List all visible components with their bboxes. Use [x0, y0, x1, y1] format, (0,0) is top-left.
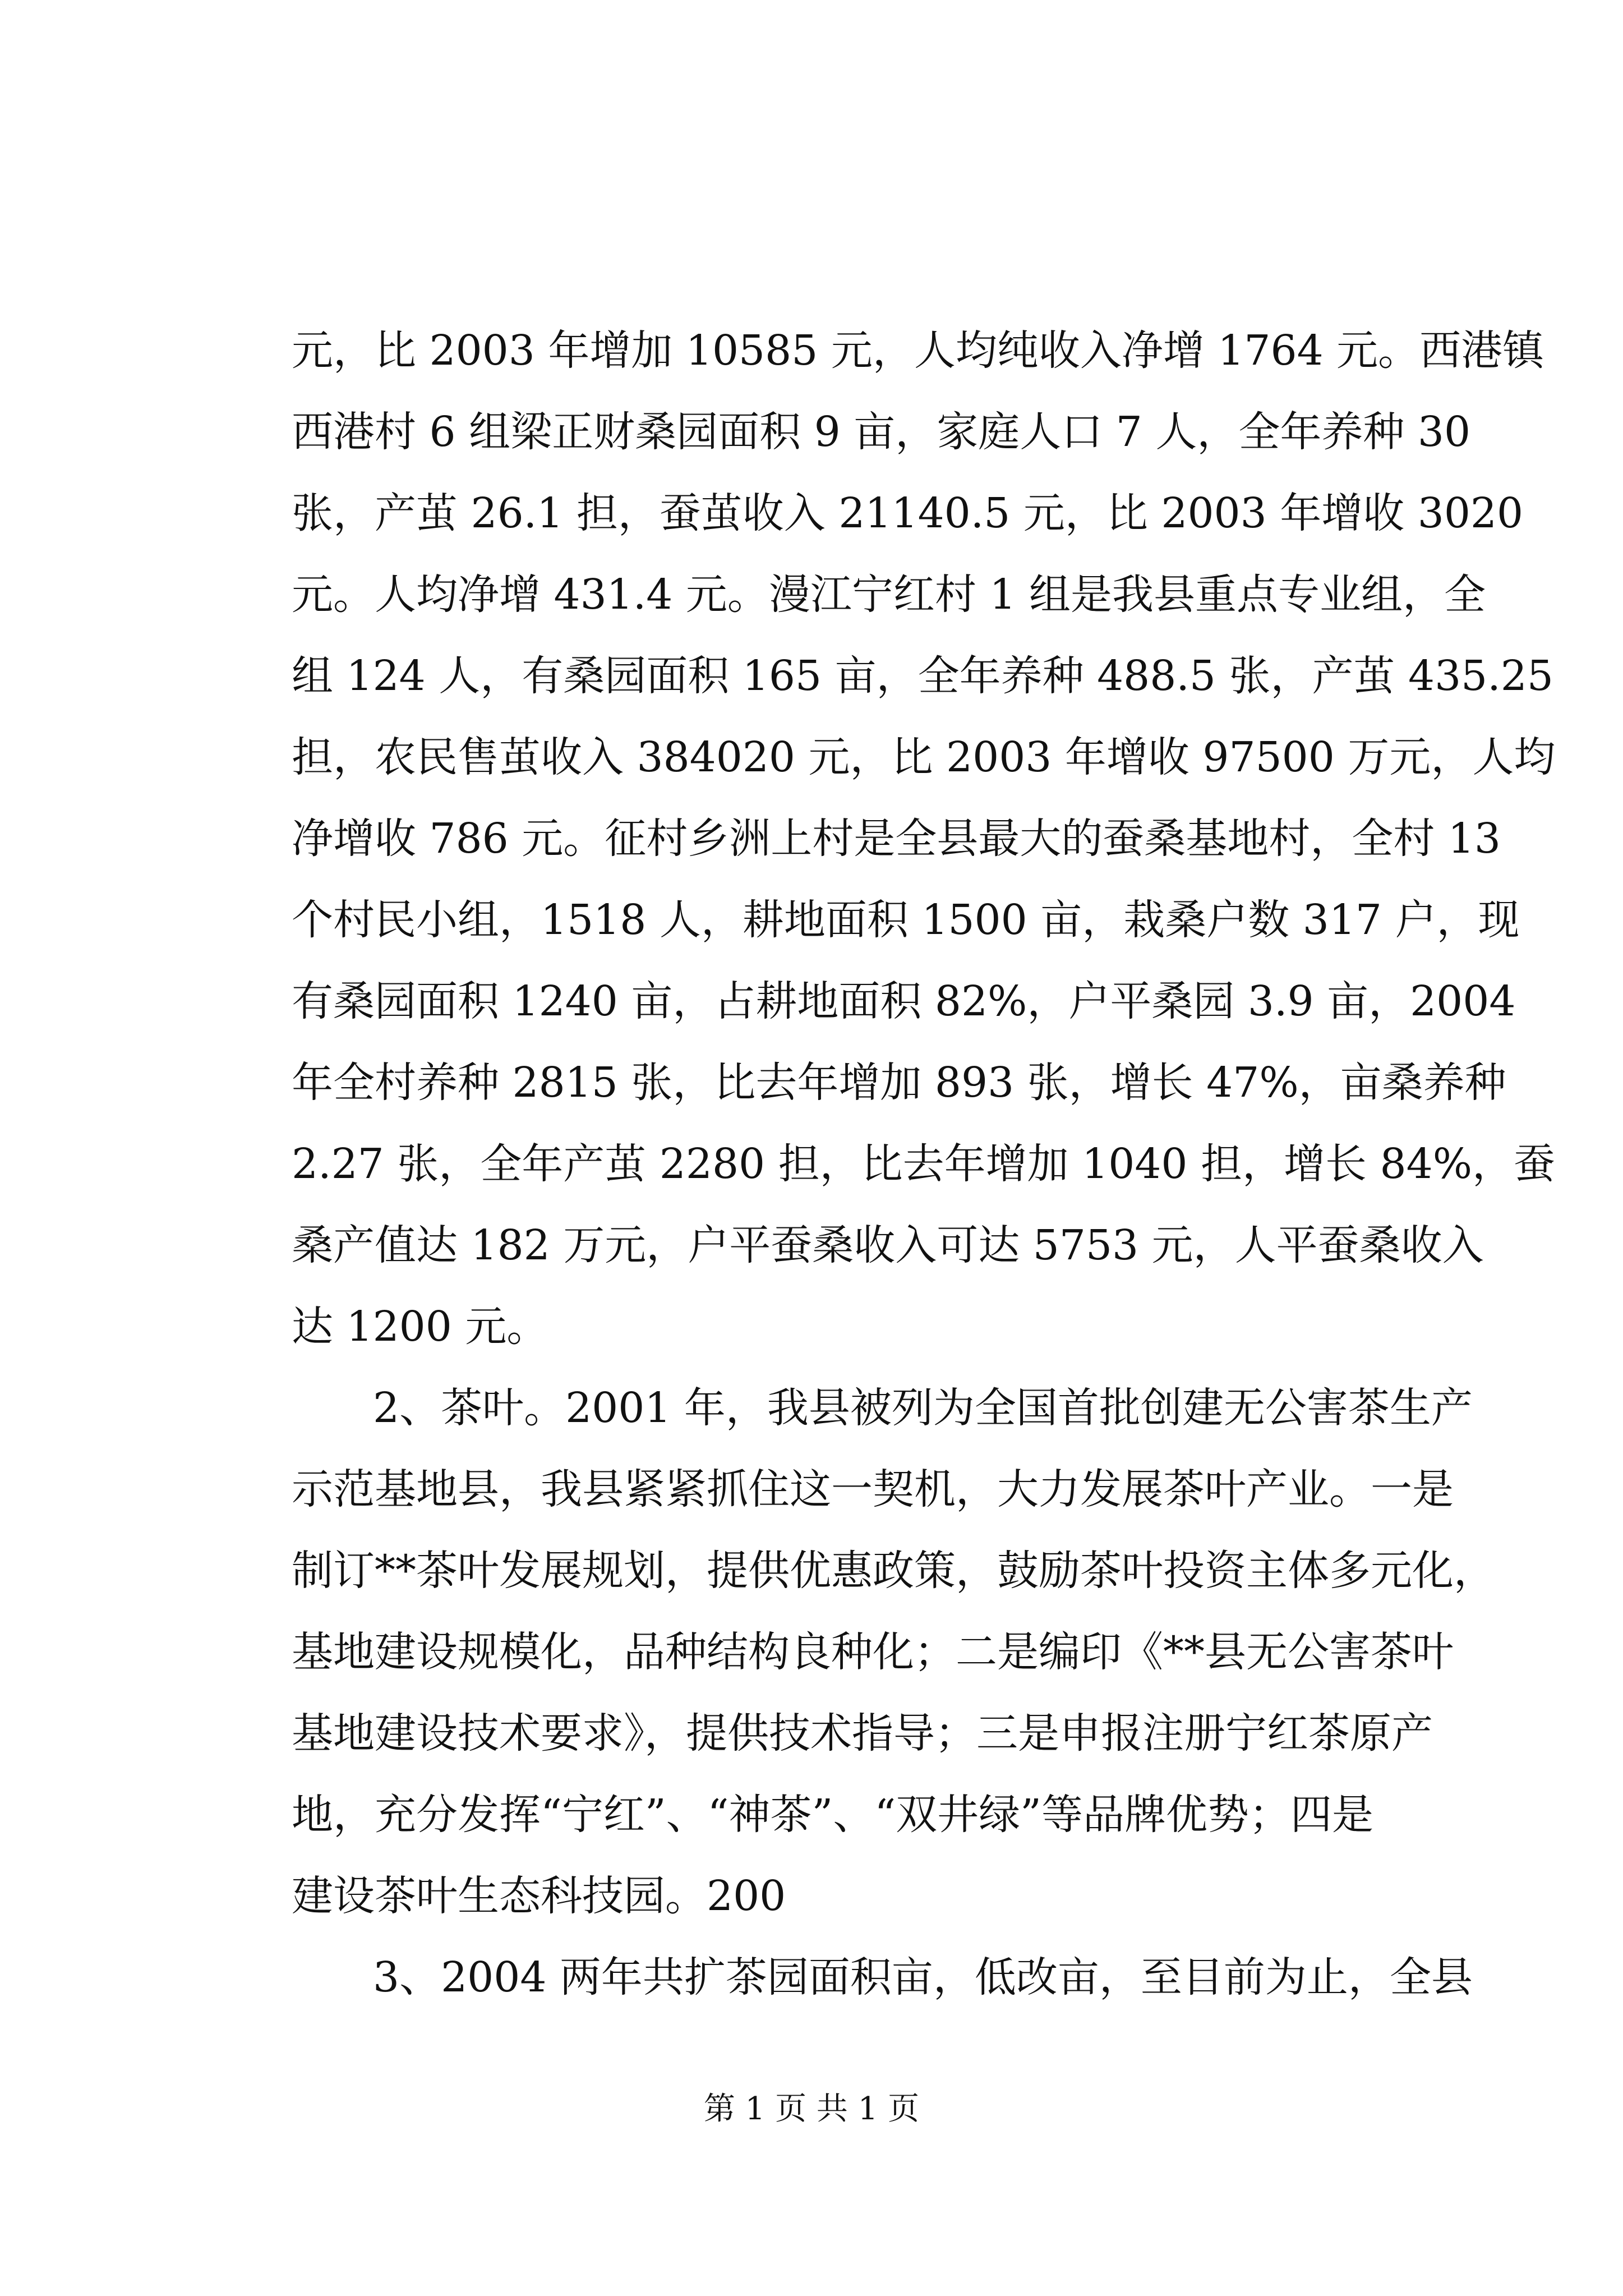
text-line: 制订**茶叶发展规划，提供优惠政策，鼓励茶叶投资主体多元化，: [292, 1547, 1495, 1595]
text-line: 元。人均净增 431.4 元。漫江宁红村 1 组是我县重点专业组，全: [292, 570, 1486, 619]
text-line: 张，产茧 26.1 担，蚕茧收入 21140.5 元，比 2003 年增收 3020: [292, 489, 1524, 537]
text-line: 2.27 张，全年产茧 2280 担，比去年增加 1040 担，增长 84%，蚕: [292, 1140, 1556, 1188]
page-footer: 第 1 页 共 1 页: [703, 2091, 920, 2127]
text-line: 达 1200 元。: [292, 1303, 548, 1351]
text-line: 建设茶叶生态科技园。200: [292, 1872, 786, 1920]
text-line: 基地建设规模化，品种结构良种化；二是编印《**县无公害茶叶: [292, 1628, 1454, 1676]
paragraph-heading-tea: 2、茶叶。2001 年，我县被列为全国首批创建无公害茶生产: [373, 1384, 1473, 1432]
paragraph-heading-3: 3、2004 两年共扩茶园面积亩，低改亩，至目前为止，全县: [373, 1953, 1473, 2001]
text-line: 组 124 人，有桑园面积 165 亩，全年养种 488.5 张，产茧 435.25: [292, 652, 1553, 700]
text-line: 基地建设技术要求》，提供技术指导；三是申报注册宁红茶原产: [292, 1709, 1433, 1757]
text-line: 西港村 6 组梁正财桑园面积 9 亩，家庭人口 7 人，全年养种 30: [292, 408, 1471, 456]
text-line: 地，充分发挥“宁红”、“神茶”、“双井绿”等品牌优势；四是: [292, 1791, 1373, 1839]
text-line: 担，农民售茧收入 384020 元，比 2003 年增收 97500 万元，人均: [292, 733, 1556, 781]
text-line: 年全村养种 2815 张，比去年增加 893 张，增长 47%，亩桑养种: [292, 1059, 1506, 1107]
text-line: 有桑园面积 1240 亩，占耕地面积 82%，户平桑园 3.9 亩，2004: [292, 977, 1516, 1025]
text-line: 净增收 786 元。征村乡洲上村是全县最大的蚕桑基地村，全村 13: [292, 815, 1501, 863]
text-line: 个村民小组，1518 人，耕地面积 1500 亩，栽桑户数 317 户，现: [292, 896, 1520, 944]
text-line: 示范基地县，我县紧紧抓住这一契机，大力发展茶叶产业。一是: [292, 1465, 1454, 1513]
text-line: 桑产值达 182 万元，户平蚕桑收入可达 5753 元，人平蚕桑收入: [292, 1221, 1484, 1269]
text-line: 元，比 2003 年增加 10585 元，人均纯收入净增 1764 元。西港镇: [292, 326, 1544, 375]
